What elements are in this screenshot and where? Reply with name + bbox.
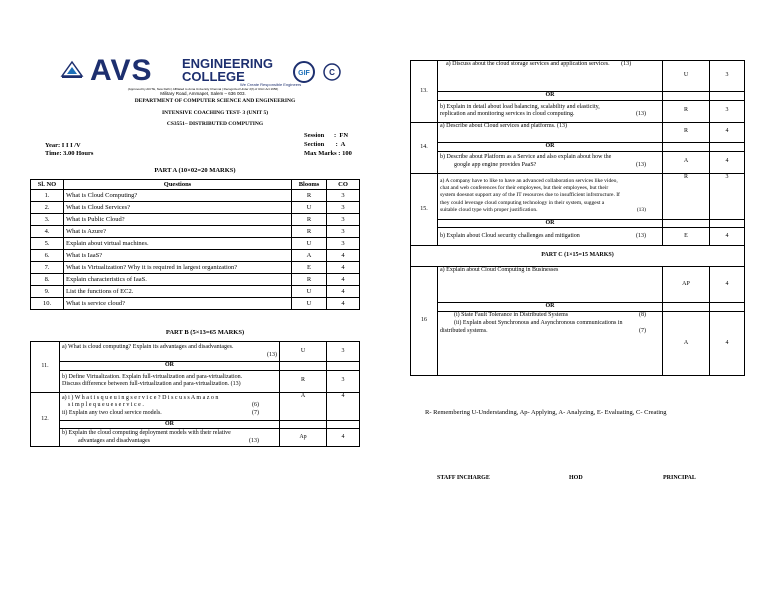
marks: (13) [230,381,241,387]
blooms-level: U [292,298,327,310]
course-outcome: 4 [710,122,745,142]
question-number: 8. [31,274,64,286]
or-separator: OR [438,303,663,312]
table-row [31,238,360,250]
blooms-level: E [292,262,327,274]
question-16b [438,312,663,376]
question-number: 12. [31,392,60,447]
table-row [31,214,360,226]
blooms-level: AP [663,267,710,303]
question-text: (ii) Explain about Synchronous and Asynchronous communications in [454,319,623,326]
question-text: What is Azure? [64,226,292,238]
or-separator: OR [438,219,663,228]
svg-text:GIF: GIF [298,70,310,77]
marks: (13) [636,111,646,118]
question-text: What is service cloud? [64,298,292,310]
brand-name: AVS [90,54,153,87]
marks: (8) [639,312,646,319]
col-header-questions: Questions [64,180,292,190]
question-text: google app engine provides PaaS? [454,162,537,169]
or-separator: OR [438,142,663,151]
course-outcome: 3 [327,190,360,202]
question-12b [60,429,280,447]
course-outcome: 4 [710,228,745,246]
session-label: Session : FN [304,132,349,139]
question-text: b) Define Virtualization. Explain full-virtualization and para-virtualization. [62,373,243,380]
col-header-blooms: Blooms [292,180,327,190]
section-label: Section : A [304,141,346,148]
test-title: INTENSIVE COACHING TEST- 3 (UNIT 5) [161,110,269,116]
marks: (6) [252,402,259,409]
course-title: CS3551– DISTRIBUTED COMPUTING [166,121,264,127]
blooms-level: A [292,250,327,262]
col-header-slno: Sl. NO [31,180,64,190]
question-text: a) Describe about Cloud services and platforms. (13) [438,122,663,142]
course-outcome: 3 [327,214,360,226]
table-row [31,298,360,310]
question-text: a) What is cloud computing? Explain its advantages and disadvantages. [62,344,234,350]
marks: (7) [639,327,646,334]
college-emblem-icon [60,60,84,80]
blooms-level: U [292,202,327,214]
blooms-level: U [292,286,327,298]
blooms-level: A [663,151,710,173]
question-number: 4. [31,226,64,238]
blooms-level: A [280,392,327,420]
course-outcome: 3 [710,173,745,219]
question-text: distributed systems. [440,327,488,334]
question-text: b) Explain about Cloud security challenges and mitigation [440,232,580,239]
question-text: a) i ) W h a t i s q u e u i n g s e r v i c e ? D i s c u s s A m a z o n [62,394,219,401]
table-row [31,262,360,274]
question-number: 7. [31,262,64,274]
svg-text:C: C [329,68,335,77]
question-11b [60,370,280,392]
question-text: b) Describe about Platform as a Service and also explain about how the [440,154,612,161]
question-number: 15. [411,173,438,246]
part-b-table-right [410,60,745,376]
question-text: b) Explain in detail about load balancing, scalability and elasticity, [440,103,600,110]
question-14b [438,151,663,173]
max-marks-label: Max Marks : 100 [304,150,352,157]
blooms-level: U [280,342,327,362]
or-separator: OR [60,362,280,371]
table-row [31,202,360,214]
blooms-level: U [292,238,327,250]
question-text: advantages and disadvantages [78,437,150,444]
question-15b [438,228,663,246]
course-outcome: 4 [327,262,360,274]
course-outcome: 4 [710,151,745,173]
question-text: What is Public Cloud? [64,214,292,226]
approval-line: (Approved by AICTE, New Delhi | Affiliated to Anna University Chennai | Recognized Under 2(f) of UGC Act 1956) [127,87,279,91]
table-row [31,226,360,238]
question-number: 14. [411,122,438,173]
accreditation-logo-icon [292,60,342,84]
part-c-title: PART C (1×15=15 MARKS) [411,246,745,267]
blooms-level: R [292,274,327,286]
blooms-level: Ap [280,429,327,447]
question-12a [60,392,280,420]
course-outcome: 4 [327,250,360,262]
question-13b [438,100,663,122]
blooms-level: A [663,312,710,376]
blooms-level: R [663,100,710,122]
course-outcome: 4 [327,392,360,420]
part-a-table [30,179,360,310]
question-text: they could leverage cloud computing technology in their system, suggest a [440,199,605,206]
question-text: a) A company have to like to have an advanced collaboration services like video, [440,177,618,184]
blooms-level: R [663,122,710,142]
blooms-level: R [292,226,327,238]
blooms-level: E [663,228,710,246]
course-outcome: 3 [327,226,360,238]
course-outcome: 3 [327,238,360,250]
blooms-legend: R- Remembering U-Understanding, Ap- Applying, A- Analyzing, E- Evaluating, C- Creating [425,409,667,416]
question-text: Explain characteristics of IaaS. [64,274,292,286]
marks: (13) [636,162,646,169]
course-outcome: 4 [710,312,745,376]
question-text: s i m p l e q u e u e s e r v i c e . [68,402,144,409]
course-outcome: 3 [327,202,360,214]
signature-principal: PRINCIPAL [663,475,696,481]
table-row [31,286,360,298]
question-number: 1. [31,190,64,202]
question-13a [438,61,663,92]
marks: (13) [621,61,632,67]
question-text: replication and monitoring services in cloud computing. [440,111,575,118]
question-number: 16 [411,267,438,376]
question-text: chat and web conferences for their employees, but their employees, but their [440,184,609,191]
blooms-level: R [280,370,327,392]
year-label: Year: I I I /V [45,142,81,149]
marks: (13) [636,207,646,214]
course-outcome: 4 [327,274,360,286]
marks: (13) [267,351,277,358]
question-number: 9. [31,286,64,298]
signature-hod: HOD [569,475,583,481]
table-row [31,250,360,262]
question-11a [60,342,280,362]
course-outcome: 4 [327,298,360,310]
marks: (13) [249,437,259,444]
table-row [31,190,360,202]
marks: (13) [636,232,646,239]
col-header-co: CO [327,180,360,190]
part-a-title: PART A (10×02=20 MARKS) [154,167,236,174]
part-b-title: PART B (5×13=65 MARKS) [165,329,245,336]
blooms-level: R [663,173,710,219]
question-number: 10. [31,298,64,310]
question-15a [438,173,663,219]
course-outcome: 3 [327,370,360,392]
question-text: b) Explain the cloud computing deployment models with their relative [62,430,231,436]
course-outcome: 3 [710,61,745,92]
college-address: Military Road, Ammapet, Salem – 636 003. [160,91,246,96]
question-number: 11. [31,342,60,393]
blooms-level: R [292,190,327,202]
question-number: 13. [411,61,438,123]
question-text: system doesnot support any of the IT resources due to insufficient infrstructure. If [440,192,620,199]
table-row [31,274,360,286]
brand-line2: COLLEGE [182,69,245,84]
question-text: List the functions of EC2. [64,286,292,298]
question-number: 6. [31,250,64,262]
question-text: What is Cloud Services? [64,202,292,214]
question-text: Explain about virtual machines. [64,238,292,250]
marks: (7) [252,409,259,416]
time-label: Time: 3.00 Hours [45,150,94,157]
course-outcome: 3 [710,100,745,122]
question-text: a) Explain about Cloud Computing in Businesses [438,267,663,303]
question-text: What is IaaS? [64,250,292,262]
department-title: DEPARTMENT OF COMPUTER SCIENCE AND ENGINEERING [134,98,296,104]
question-text: What is Cloud Computing? [64,190,292,202]
brand-line1: ENGINEERING [182,56,274,71]
or-separator: OR [60,420,280,429]
tagline: We Create Responsible Engineers [240,82,302,87]
question-text: What is Virtualization? Why it is required in largest organization? [64,262,292,274]
or-separator: OR [438,92,663,101]
signature-staff: STAFF INCHARGE [437,475,490,481]
question-text: (i) State Fault Tolerance in Distributed Systems [454,312,569,319]
question-text: suitable cloud type with proper justification. [440,207,538,214]
course-outcome: 3 [327,342,360,362]
question-text: a) Discuss about the cloud storage services and application services. [446,61,610,67]
question-text: ii) Explain any two cloud service models. [62,409,162,416]
question-text: Discuss difference between full-virtualization and para-virtualization. [62,381,230,387]
question-number: 5. [31,238,64,250]
question-number: 2. [31,202,64,214]
question-number: 3. [31,214,64,226]
course-outcome: 4 [710,267,745,303]
part-b-table-left [30,341,360,447]
course-outcome: 4 [327,286,360,298]
blooms-level: U [663,61,710,92]
course-outcome: 4 [327,429,360,447]
blooms-level: R [292,214,327,226]
